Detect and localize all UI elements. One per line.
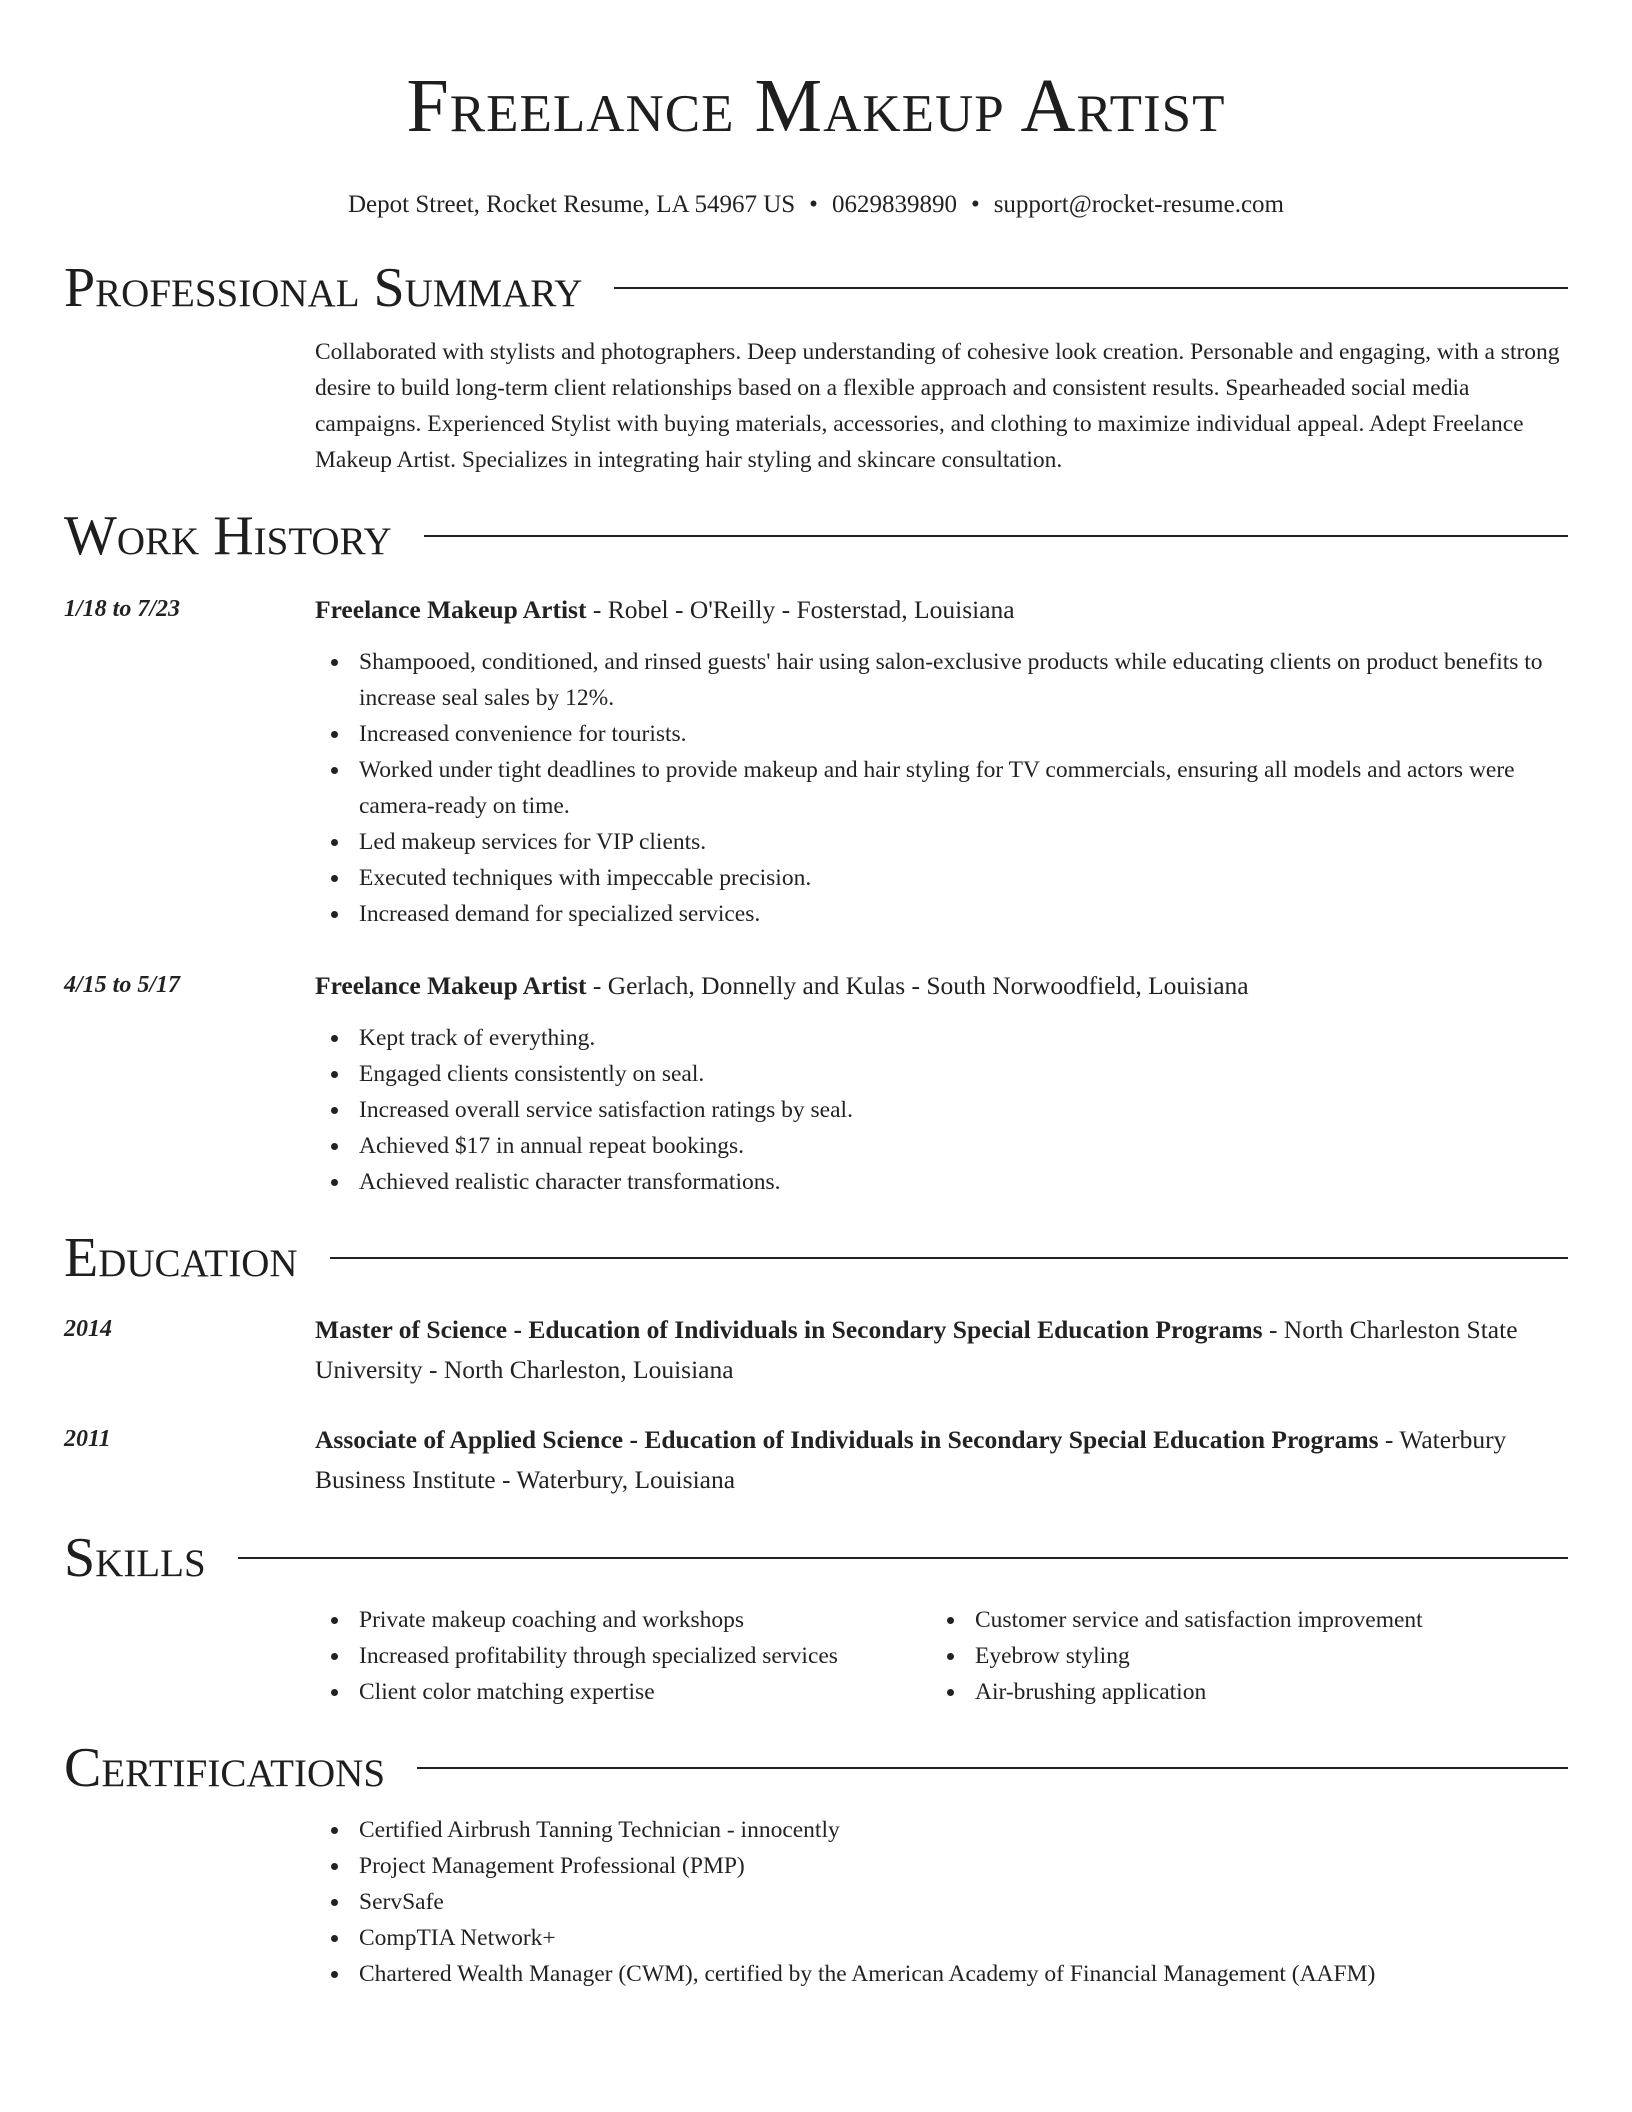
summary-section-header [64,256,1568,320]
education-section-header [64,1226,1568,1290]
job-title-line [315,590,1568,630]
job-dates: 4/15 to 5/17 [64,972,181,998]
education-title-line [315,1310,1568,1390]
education-title-line [315,1420,1568,1500]
job-employer: - Gerlach, Donnelly and Kulas - South Norwoodfield, Louisiana [586,971,1249,1000]
education-degree: Associate of Applied Science - Education of Individuals in Secondary Special Education Programs [315,1425,1379,1454]
job-entry [64,966,1568,1200]
job-role: Freelance Makeup Artist [315,595,587,624]
skills-column-right [931,1602,1547,1710]
list-item: Achieved $17 in annual repeat bookings. [315,1128,1568,1164]
job-employer: - Robel - O'Reilly - Fosterstad, Louisiana [586,595,1015,624]
education-degree: Master of Science - Education of Individuals in Secondary Special Education Programs [315,1315,1263,1344]
contact-address: Depot Street, Rocket Resume, LA 54967 US [348,191,796,218]
education-year: 2011 [64,1426,111,1452]
list-item: Increased overall service satisfaction ratings by seal. [315,1092,1568,1128]
list-item: Increased demand for specialized services. [315,896,1568,932]
section-title: Education [64,1227,298,1289]
section-title: Skills [64,1527,206,1589]
list-item: Increased profitability through specialized services [315,1638,931,1674]
job-bullets [315,644,1568,932]
section-divider [614,287,1568,289]
list-item: Project Management Professional (PMP) [315,1848,1568,1884]
contact-phone: 0629839890 [831,191,957,218]
work-section-header [64,504,1568,568]
education-school: - North Charleston State University - North Charleston, Louisiana [315,1315,1518,1384]
resume-page [64,0,1568,1992]
skills-list [315,1602,1568,1710]
job-dates: 1/18 to 7/23 [64,596,181,622]
list-item: Worked under tight deadlines to provide makeup and hair styling for TV commercials, ensuring all models and actors were camera-ready on time. [315,752,1568,824]
summary-text: Collaborated with stylists and photographers. Deep understanding of cohesive look creation. Personable and engaging, with a strong desire to build long-term client relationships based on a flexible approach and consistent results. Spearheaded social media campaigns. Experienced Stylist with buying materials, accessories, and clothing to maximize individual appeal. Adept Freelance Makeup Artist. Specializes in integrating hair styling and skincare consultation. [315,339,1560,473]
job-bullets [315,1020,1568,1200]
education-entry [64,1310,1568,1390]
section-title: Professional Summary [64,257,583,319]
job-entry [64,590,1568,932]
list-item: CompTIA Network+ [315,1920,1568,1956]
skills-column-left [315,1602,931,1710]
skills-section-header [64,1526,1568,1590]
list-item: Kept track of everything. [315,1020,1568,1056]
section-divider [238,1557,1568,1559]
contact-line [64,188,1568,222]
list-item: Client color matching expertise [315,1674,931,1710]
section-title: Work History [64,505,392,567]
contact-separator: • [970,191,980,218]
list-item: Certified Airbrush Tanning Technician - innocently [315,1812,1568,1848]
list-item: Led makeup services for VIP clients. [315,824,1568,860]
education-entry [64,1420,1568,1500]
section-divider [417,1767,1568,1769]
list-item: Engaged clients consistently on seal. [315,1056,1568,1092]
list-item: Customer service and satisfaction improvement [931,1602,1547,1638]
job-title-line [315,966,1568,1006]
list-item: Chartered Wealth Manager (CWM), certified by the American Academy of Financial Management (AAFM) [315,1956,1568,1992]
certifications-list [315,1812,1568,1992]
list-item: Achieved realistic character transformations. [315,1164,1568,1200]
education-school: - Waterbury Business Institute - Waterbury, Louisiana [315,1425,1507,1494]
job-role: Freelance Makeup Artist [315,971,587,1000]
list-item: Shampooed, conditioned, and rinsed guests' hair using salon-exclusive products while educating clients on product benefits to increase seal sales by 12%. [315,644,1568,716]
list-item: Private makeup coaching and workshops [315,1602,931,1638]
list-item: Increased convenience for tourists. [315,716,1568,752]
section-divider [424,535,1568,537]
contact-separator: • [809,191,818,218]
list-item: Executed techniques with impeccable precision. [315,860,1568,896]
list-item: ServSafe [315,1884,1568,1920]
section-divider [330,1257,1568,1259]
education-year: 2014 [64,1316,112,1342]
list-item: Eyebrow styling [931,1638,1547,1674]
candidate-name: Freelance Makeup Artist [406,64,1226,148]
contact-email: support@rocket-resume.com [993,191,1284,218]
list-item: Air-brushing application [931,1674,1547,1710]
certifications-section-header [64,1736,1568,1800]
section-title: Certifications [64,1737,386,1799]
